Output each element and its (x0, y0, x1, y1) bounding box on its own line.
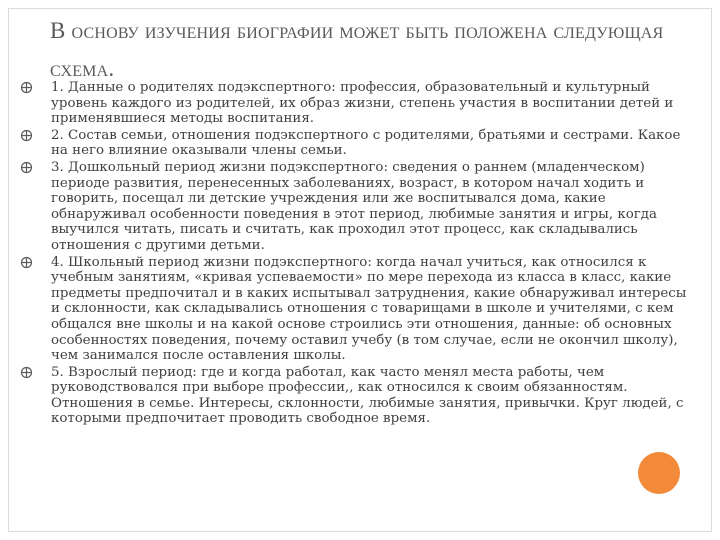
list-item-text: 1. Данные о родителях подэкспертного: профессия, образовательный и культурный уровень каждого из родителей, их образ жизни, степень участия в воспитании детей и применявшиеся методы воспитания. (51, 80, 674, 127)
list-item (18, 128, 692, 159)
bullet-list (18, 80, 692, 428)
cross-circle-icon (20, 81, 33, 94)
list-item-text: 5. Взрослый период: где и когда работал, как часто менял места работы, чем руководствовался при выборе профессии,, как относился к своим обязанностям. Отношения в семье. Интересы, склонности, любимые занятия, привычки. Круг людей, с которыми предпочитает проводить свободное время. (51, 364, 684, 427)
list-item (18, 80, 692, 127)
cross-circle-icon (20, 366, 33, 379)
decorative-orange-circle (638, 452, 680, 494)
list-item-text: 4. Школьный период жизни подэкспертного: когда начал учиться, как относился к учебным занятиям, «кривая успеваемости» по мере перехода из класса в класс, какие предметы предпочитал и в каких испытывал затруднения, какие обнаруживал интересы и склонности, как складывались отношения с товарищами в школе и учителями, с кем общался вне школы и на какой основе строились эти отношения, данные: об основных особенностях поведения, почему оставил учебу (в том случае, если не окончил школу), чем занимался после оставления школы. (51, 254, 687, 364)
cross-circle-icon (20, 161, 33, 174)
list-item (18, 255, 692, 364)
cross-circle-icon (20, 129, 33, 142)
list-item-text: 3. Дошкольный период жизни подэкспертного: сведения о раннем (младенческом) периоде развития, перенесенных заболеваниях, возраст, в котором начал ходить и говорить, посещал ли детские учреждения или же воспитывался дома, какие обнаруживал особенности поведения в этот период, любимые занятия и игры, когда выучился читать, писать и считать, как проходил этот процесс, как складывались отношения с другими детьми. (51, 159, 658, 253)
slide-title: В основу изучения биографии может быть положена следующая схема. (50, 18, 664, 81)
cross-circle-icon (20, 256, 33, 269)
list-item-text: 2. Состав семьи, отношения подэкспертного с родителями, братьями и сестрами. Какое на него влияние оказывали члены семьи. (51, 127, 681, 159)
list-item (18, 160, 692, 254)
list-item (18, 365, 692, 427)
